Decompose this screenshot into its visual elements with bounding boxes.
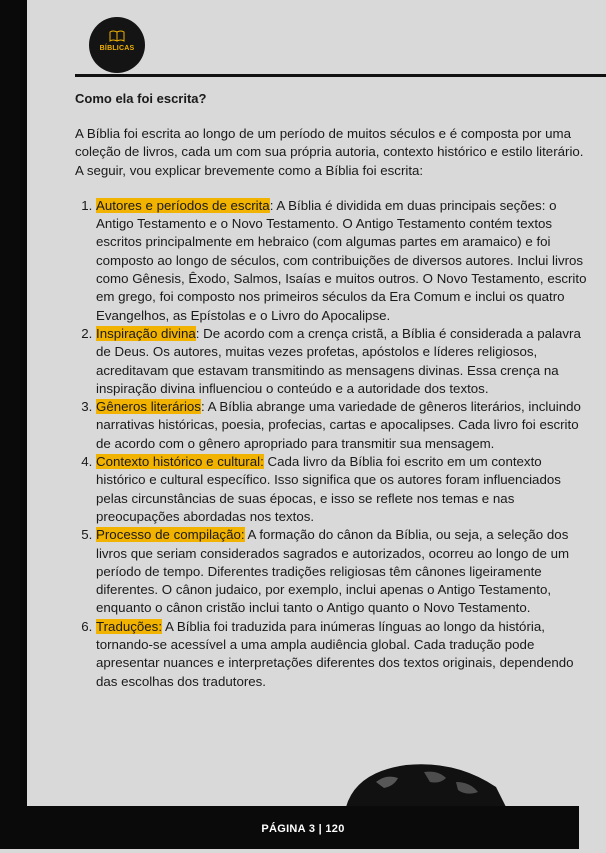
list-item-text: Cada livro da Bíblia foi escrito em um contexto histórico e cultural específico. Isso significa que os autores foram influenciados pelas circunstâncias de suas épocas, e isso se reflete nos temas e nas preocupações abordadas nos textos. (96, 454, 561, 524)
section-heading: Como ela foi escrita? (75, 91, 207, 106)
list-item (96, 325, 587, 398)
left-sidebar-bar (0, 0, 27, 849)
list-item-text: : A Bíblia é dividida em duas principais seções: o Antigo Testamento e o Novo Testamento. O Antigo Testamento contém textos escritos principalmente em hebraico (com algumas partes em aramaico) e foi composto ao longo de séculos, com contribuições de diversos autores. Inclui livros como Gênesis, Êxodo, Salmos, Isaías e muitos outros. O Novo Testamento, escrito em grego, foi composto nos primeiros séculos da Era Comum e inclui os quatro Evangelhos, as Epístolas e o Livro do Apocalipse. (96, 197, 587, 323)
logo (89, 17, 145, 73)
globe-map-icon (346, 762, 506, 807)
highlighted-term: Contexto histórico e cultural: (96, 454, 264, 470)
highlighted-term: Inspiração divina (96, 325, 196, 341)
list-item-text: : A Bíblia abrange uma variedade de gêneros literários, incluindo narrativas históricas, poesia, profecias, cartas e apocalipses. Cada livro foi escrito de acordo com o gênero apropriado para transmitir sua mensagem. (96, 399, 581, 451)
list-item (96, 197, 587, 325)
writing-list (75, 197, 587, 691)
page-footer (27, 806, 579, 849)
list-item (96, 618, 587, 691)
page-number: PÁGINA 3 | 120 (261, 823, 345, 835)
intro-paragraph: A Bíblia foi escrita ao longo de um período de muitos séculos e é composta por uma coleção de livros, cada um com sua própria autoria, contexto histórico e estilo literário. A seguir, vou explicar brevemente como a Bíblia foi escrita: (75, 126, 584, 178)
list-item (96, 526, 587, 617)
highlighted-term: Gêneros literários (96, 399, 201, 415)
highlighted-term: Traduções: (96, 618, 163, 634)
main-content (75, 90, 587, 691)
list-item (96, 453, 587, 526)
list-item-text: A formação do cânon da Bíblia, ou seja, a seleção dos livros que seriam considerados sagrados e autorizados, ocorreu ao longo de um período de tempo. Diferentes tradições religiosas têm cânones ligeiramente diferentes. O cânon judaico, por exemplo, inclui apenas o Antigo Testamento, enquanto o cânon cristão inclui tanto o Antigo quanto o Novo Testamento. (96, 527, 570, 616)
book-icon (109, 30, 125, 42)
list-item (96, 398, 587, 453)
header-divider (75, 74, 606, 77)
highlighted-term: Autores e períodos de escrita (96, 197, 270, 213)
list-item-text: A Bíblia foi traduzida para inúmeras línguas ao longo da história, tornando-se acessível a uma ampla audiência global. Cada tradução pode apresentar nuances e interpretações diferentes dos textos originais, dependendo das escolhas dos tradutores. (96, 618, 574, 689)
highlighted-term: Processo de compilação: (96, 527, 245, 543)
list-item-text: : De acordo com a crença cristã, a Bíblia é considerada a palavra de Deus. Os autores, muitas vezes profetas, apóstolos e líderes religiosos, acreditavam que estavam transmitindo as mensagens divinas. Essa crença na inspiração divina influenciou o conteúdo e a autoridade dos textos. (96, 325, 581, 396)
logo-text: BÍBLICAS (99, 45, 135, 52)
